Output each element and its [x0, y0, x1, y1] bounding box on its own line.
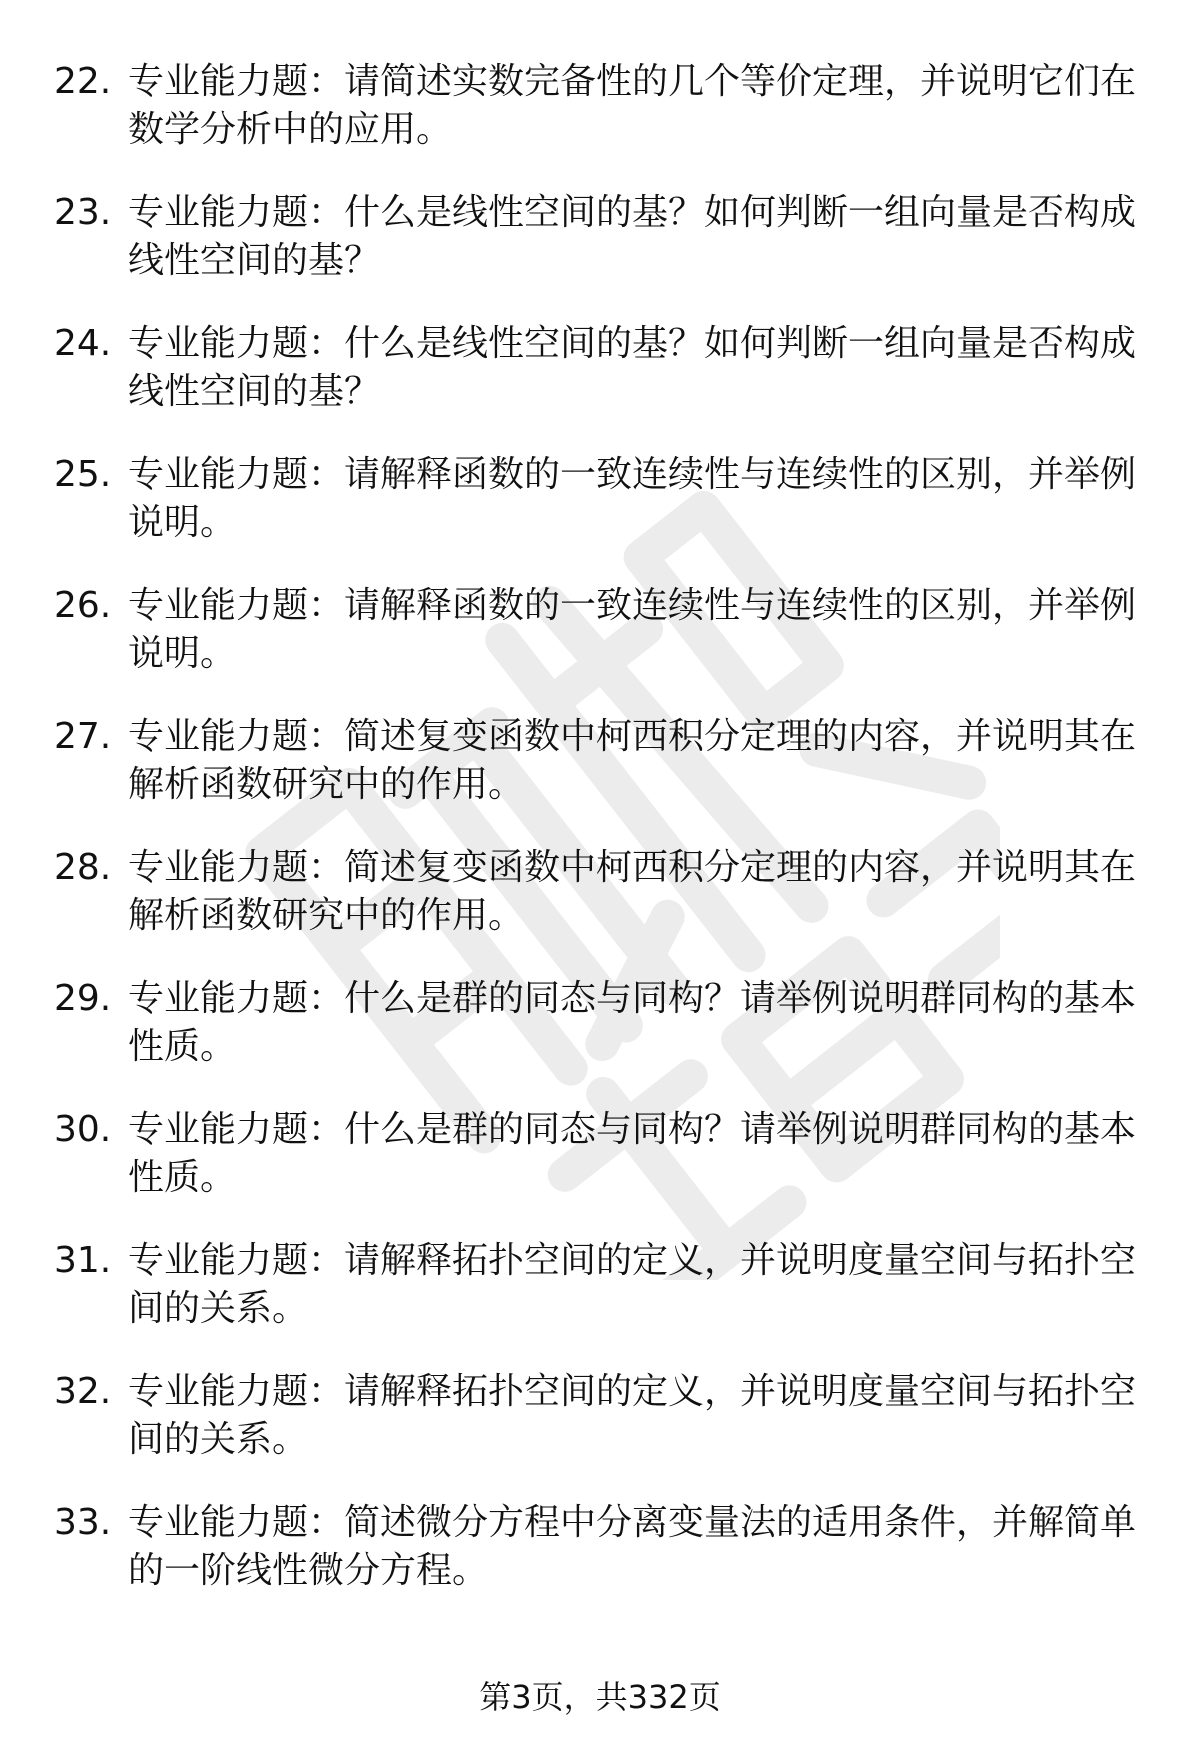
- question-number: 33.: [54, 1502, 112, 1543]
- question-item: [54, 1106, 1144, 1237]
- question-text: 专业能力题：简述复变函数中柯西积分定理的内容，并说明其在解析函数研究中的作用。: [128, 847, 1137, 936]
- question-number: 23.: [54, 192, 112, 233]
- question-number: 29.: [54, 978, 112, 1019]
- question-item: [54, 1368, 1144, 1499]
- question-text: 专业能力题：请解释函数的一致连续性与连续性的区别，并举例说明。: [128, 585, 1137, 674]
- question-item: [54, 713, 1144, 844]
- question-text: 专业能力题：请解释拓扑空间的定义，并说明度量空间与拓扑空间的关系。: [128, 1371, 1137, 1460]
- question-item: [54, 451, 1144, 582]
- question-number: 22.: [54, 61, 112, 102]
- question-number: 26.: [54, 585, 112, 626]
- question-text: 专业能力题：什么是群的同态与同构？请举例说明群同构的基本性质。: [128, 978, 1137, 1067]
- question-item: [54, 975, 1144, 1106]
- question-number: 28.: [54, 847, 112, 888]
- question-text: 专业能力题：请解释函数的一致连续性与连续性的区别，并举例说明。: [128, 454, 1137, 543]
- question-item: [54, 582, 1144, 713]
- question-item: [54, 58, 1144, 189]
- question-text: 专业能力题：简述复变函数中柯西积分定理的内容，并说明其在解析函数研究中的作用。: [128, 716, 1137, 805]
- question-item: [54, 1499, 1144, 1630]
- question-number: 32.: [54, 1371, 112, 1412]
- question-text: 专业能力题：请解释拓扑空间的定义，并说明度量空间与拓扑空间的关系。: [128, 1240, 1137, 1329]
- question-item: [54, 320, 1144, 451]
- question-number: 24.: [54, 323, 112, 364]
- question-list: [54, 58, 1144, 1630]
- question-text: 专业能力题：什么是线性空间的基？如何判断一组向量是否构成线性空间的基？: [128, 323, 1137, 412]
- question-text: 专业能力题：请简述实数完备性的几个等价定理，并说明它们在数学分析中的应用。: [128, 61, 1137, 150]
- question-number: 31.: [54, 1240, 112, 1281]
- question-text: 专业能力题：什么是群的同态与同构？请举例说明群同构的基本性质。: [128, 1109, 1137, 1198]
- question-item: [54, 1237, 1144, 1368]
- question-text: 专业能力题：简述微分方程中分离变量法的适用条件，并解简单的一阶线性微分方程。: [128, 1502, 1137, 1591]
- question-text: 专业能力题：什么是线性空间的基？如何判断一组向量是否构成线性空间的基？: [128, 192, 1137, 281]
- page-number-footer: 第3页，共332页: [479, 1678, 721, 1716]
- question-item: [54, 844, 1144, 975]
- question-number: 25.: [54, 454, 112, 495]
- question-number: 30.: [54, 1109, 112, 1150]
- question-item: [54, 189, 1144, 320]
- question-number: 27.: [54, 716, 112, 757]
